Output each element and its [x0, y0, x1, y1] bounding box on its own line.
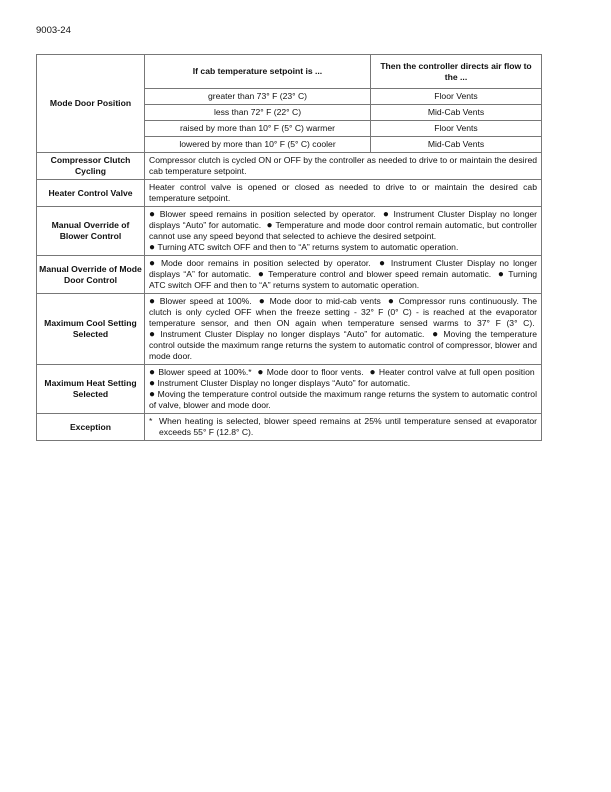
header-action: Then the controller directs air flow to the ... — [371, 55, 542, 89]
row-label-heater-control: Heater Control Valve — [37, 180, 145, 207]
bullet-icon: ● — [257, 269, 265, 280]
bullet-text: Instrument Cluster Display no longer displays “A” for automatic. — [149, 258, 537, 279]
compressor-clutch-description: Compressor clutch is cycled ON or OFF by the controller as needed to drive to or maintain the desired cab temperature setpoint. — [145, 153, 542, 180]
bullet-text: Instrument Cluster Display no longer displays “Auto” for automatic. — [149, 209, 538, 230]
row-label-max-cool: Maximum Cool Setting Selected — [37, 294, 145, 365]
asterisk-marker: * — [149, 416, 153, 426]
bullet-text: Heater control valve at full open position — [378, 367, 535, 377]
condition-cell: raised by more than 10° F (5° C) warmer — [145, 121, 371, 137]
bullet-text: Blower speed at 100%. — [159, 296, 252, 306]
max-cool-row — [37, 294, 542, 365]
bullet-icon: ● — [149, 329, 157, 340]
action-cell: Floor Vents — [371, 121, 542, 137]
bullet-text: Blower speed remains in position selected by operator. — [159, 209, 376, 219]
mode-door-header-row — [37, 55, 542, 89]
exception-description — [145, 414, 542, 441]
bullet-text: Moving the temperature control outside the maximum range returns the system to automatic control of compressor, blower and mode door. — [149, 329, 538, 361]
bullet-icon: ● — [149, 378, 156, 389]
row-label-mode-door-override: Manual Override of Mode Door Control — [37, 256, 145, 294]
exception-text: When heating is selected, blower speed remains at 25% until temperature sensed at evaporator exceeds 55° F (12.8° C). — [159, 416, 537, 437]
page-number: 9003-24 — [36, 25, 71, 36]
compressor-clutch-row — [37, 153, 542, 180]
bullet-text: Blower speed at 100%.* — [158, 367, 252, 377]
bullet-icon: ● — [149, 209, 157, 220]
row-label-exception: Exception — [37, 414, 145, 441]
bullet-text: Temperature control and blower speed remain automatic. — [268, 269, 492, 279]
bullet-text: Moving the temperature control outside the maximum range returns the system to automatic control of valve, blower and mode door. — [149, 389, 537, 410]
condition-cell: less than 72° F (22° C) — [145, 105, 371, 121]
blower-override-row — [37, 207, 542, 256]
bullet-icon: ● — [258, 296, 267, 307]
bullet-icon: ● — [387, 296, 396, 307]
bullet-icon: ● — [378, 258, 387, 269]
bullet-icon: ● — [432, 329, 440, 340]
bullet-text: Instrument Cluster Display no longer displays “Auto” for automatic. — [160, 329, 425, 339]
bullet-text: Turning ATC switch OFF and then to “A” returns system to automatic operation. — [149, 269, 538, 290]
bullet-text: Mode door to mid-cab vents — [269, 296, 381, 306]
bullet-icon: ● — [149, 258, 157, 269]
max-heat-row — [37, 365, 542, 414]
max-cool-description — [145, 294, 542, 365]
bullet-text: Turning ATC switch OFF and then to “A” returns system to automatic operation. — [157, 242, 459, 252]
header-condition: If cab temperature setpoint is ... — [145, 55, 371, 89]
bullet-text: Mode door to floor vents. — [266, 367, 364, 377]
bullet-icon: ● — [149, 296, 157, 307]
row-label-compressor-clutch: Compressor Clutch Cycling — [37, 153, 145, 180]
max-heat-description — [145, 365, 542, 414]
condition-cell: greater than 73° F (23° C) — [145, 89, 371, 105]
bullet-icon: ● — [149, 389, 156, 400]
bullet-icon: ● — [382, 209, 391, 220]
action-cell: Mid-Cab Vents — [371, 137, 542, 153]
action-cell: Mid-Cab Vents — [371, 105, 542, 121]
row-label-max-heat: Maximum Heat Setting Selected — [37, 365, 145, 414]
heater-control-description: Heater control valve is opened or closed as needed to drive to or maintain the desired cab temperature setpoint. — [145, 180, 542, 207]
blower-override-description — [145, 207, 542, 256]
bullet-text: Instrument Cluster Display no longer displays “Auto” for automatic. — [157, 378, 411, 388]
bullet-icon: ● — [266, 220, 273, 231]
mode-door-override-row — [37, 256, 542, 294]
bullet-icon: ● — [257, 367, 264, 378]
bullet-icon: ● — [369, 367, 376, 378]
exception-row — [37, 414, 542, 441]
condition-cell: lowered by more than 10° F (5° C) cooler — [145, 137, 371, 153]
row-label-mode-door: Mode Door Position — [37, 55, 145, 153]
action-cell: Floor Vents — [371, 89, 542, 105]
bullet-icon: ● — [497, 269, 505, 280]
row-label-blower-override: Manual Override of Blower Control — [37, 207, 145, 256]
bullet-text: Temperature and mode door control remain automatic, but controller cannot use any speed beyond that selected to achieve the desired setpoint. — [149, 220, 537, 241]
mode-door-override-description — [145, 256, 542, 294]
bullet-text: Compressor runs continuously. The clutch is only cycled OFF when the freeze setting - 32° F (0° C) - is reached at the evaporator temperature sensor, and then ON again when temperature sensed warms to 37° F (3° C). — [149, 296, 538, 328]
atc-operation-table — [36, 54, 542, 441]
bullet-text: Mode door remains in position selected by operator. — [160, 258, 371, 268]
bullet-icon: ● — [149, 242, 156, 253]
bullet-icon: ● — [149, 367, 156, 378]
heater-control-row — [37, 180, 542, 207]
